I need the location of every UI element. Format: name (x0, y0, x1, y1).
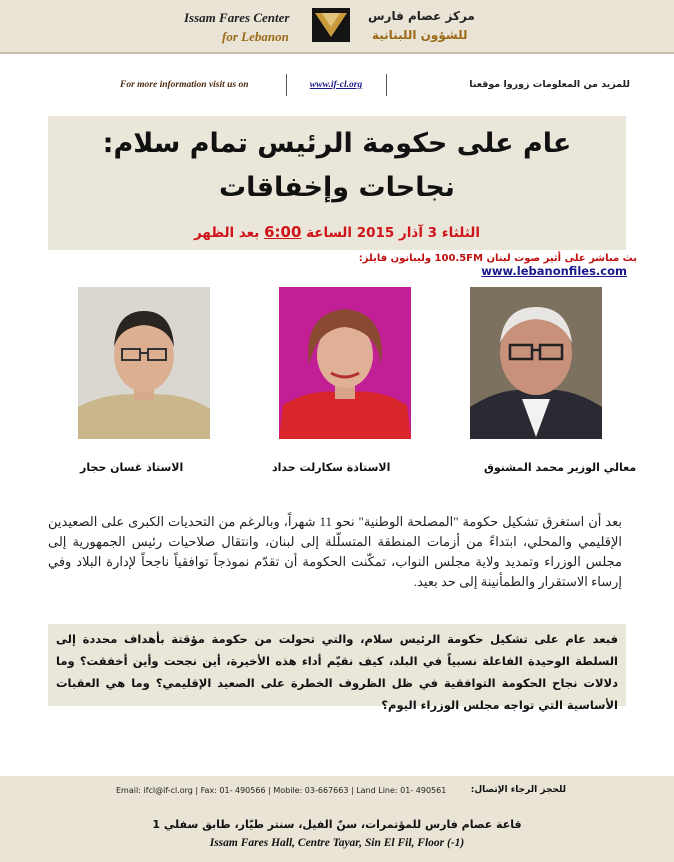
website-link[interactable]: www.if-cl.org (309, 80, 363, 90)
center-name-ar: مركز عصام فارس (368, 9, 475, 23)
speaker-caption: الاستاذة سكارلت حداد (272, 461, 391, 474)
event-title-box (48, 116, 626, 250)
event-title: عام على حكومة الرئيس تمام سلام: (102, 128, 572, 159)
contact-label: للحجز الرجاء الإتصال: (470, 785, 566, 795)
center-subtitle-ar: للشؤون اللبنانية (372, 28, 468, 42)
event-date-prefix: الثلثاء 3 آذار 2015 الساعة (306, 225, 480, 241)
questions-paragraph: فبعد عام على تشكيل حكومة الرئيس سلام، والتي تحولت من حكومة مؤقتة بأهداف محددة إلى السلطة الوحيدة الفاعلة نسبياً في البلد، كيف نقيّم أداء هذه الأخيرة، أين نجحت وأين أخفقت؟ وما دلالات نجاح الحكومة التوافقية في ظل الظروف الخطرة على الصعيد الإقليمي؟ وما هي العقبات الأساسية التي تواجه مجلس الوزراء اليوم؟ (56, 632, 618, 712)
broadcast-line (212, 253, 637, 278)
info-separator (286, 74, 287, 96)
event-date (48, 223, 626, 241)
event-time: 6:00 (264, 223, 302, 241)
speaker-photo (470, 287, 602, 439)
venue-address-ar: قاعة عصام فارس للمؤتمرات، سنّ الفيل، سنتر طيّار، طابق سفلي 1 (152, 818, 522, 831)
contact-details[interactable]: Email: ifcl@if-cl.org | Fax: 01- 490566 | Mobile: 03-667663 | Land Line: 01- 490561 (116, 786, 447, 795)
center-logo-icon (312, 8, 350, 42)
speaker-caption: الاستاذ غسان حجار (80, 461, 184, 474)
questions-box (48, 624, 626, 712)
event-date-suffix: بعد الظهر (194, 225, 260, 241)
event-subtitle: نجاحات وإخفاقات (219, 172, 455, 203)
center-subtitle-en: for Lebanon (222, 29, 289, 44)
venue-address-en: Issam Fares Hall, Centre Tayar, Sin El Fil, Floor (-1) (209, 837, 465, 849)
info-separator (386, 74, 387, 96)
broadcast-link[interactable]: www.lebanonfiles.com (481, 264, 627, 278)
header-band (0, 0, 674, 52)
info-text-en: For more information visit us on (120, 80, 249, 90)
header-divider (0, 52, 674, 54)
speaker-photo (279, 287, 411, 439)
speaker-caption: معالي الوزير محمد المشنوق (484, 461, 637, 474)
intro-paragraph: بعد أن استغرق تشكيل حكومة "المصلحة الوطنية" نحو 11 شهراً، وبالرغم من التحديات الكبرى على الصعيدين الإقليمي والمحلي، ابتداءً من أزمات المنطقة المتسلّلة إلى لبنان، وانتقال صلاحيات رئيس الجمهورية إلى مجلس الوزراء وتمديد ولاية مجلس النواب، تمكّنت الحكومة أن تقدّم نموذجاً توافقياً ناجحاً لإدارة البلاد وفي إرساء الاستقرار والطمأنينة إلى حد بعيد. (48, 514, 622, 589)
center-name-en: Issam Fares Center (184, 10, 290, 25)
info-text-ar: للمزيد من المعلومات زوروا موقعنا (469, 79, 630, 90)
broadcast-text: بث مباشر على أثير صوت لبنان 100.5FM وليبانون فايلز: (358, 253, 637, 264)
speaker-photo (78, 287, 210, 439)
info-bar (110, 74, 630, 96)
